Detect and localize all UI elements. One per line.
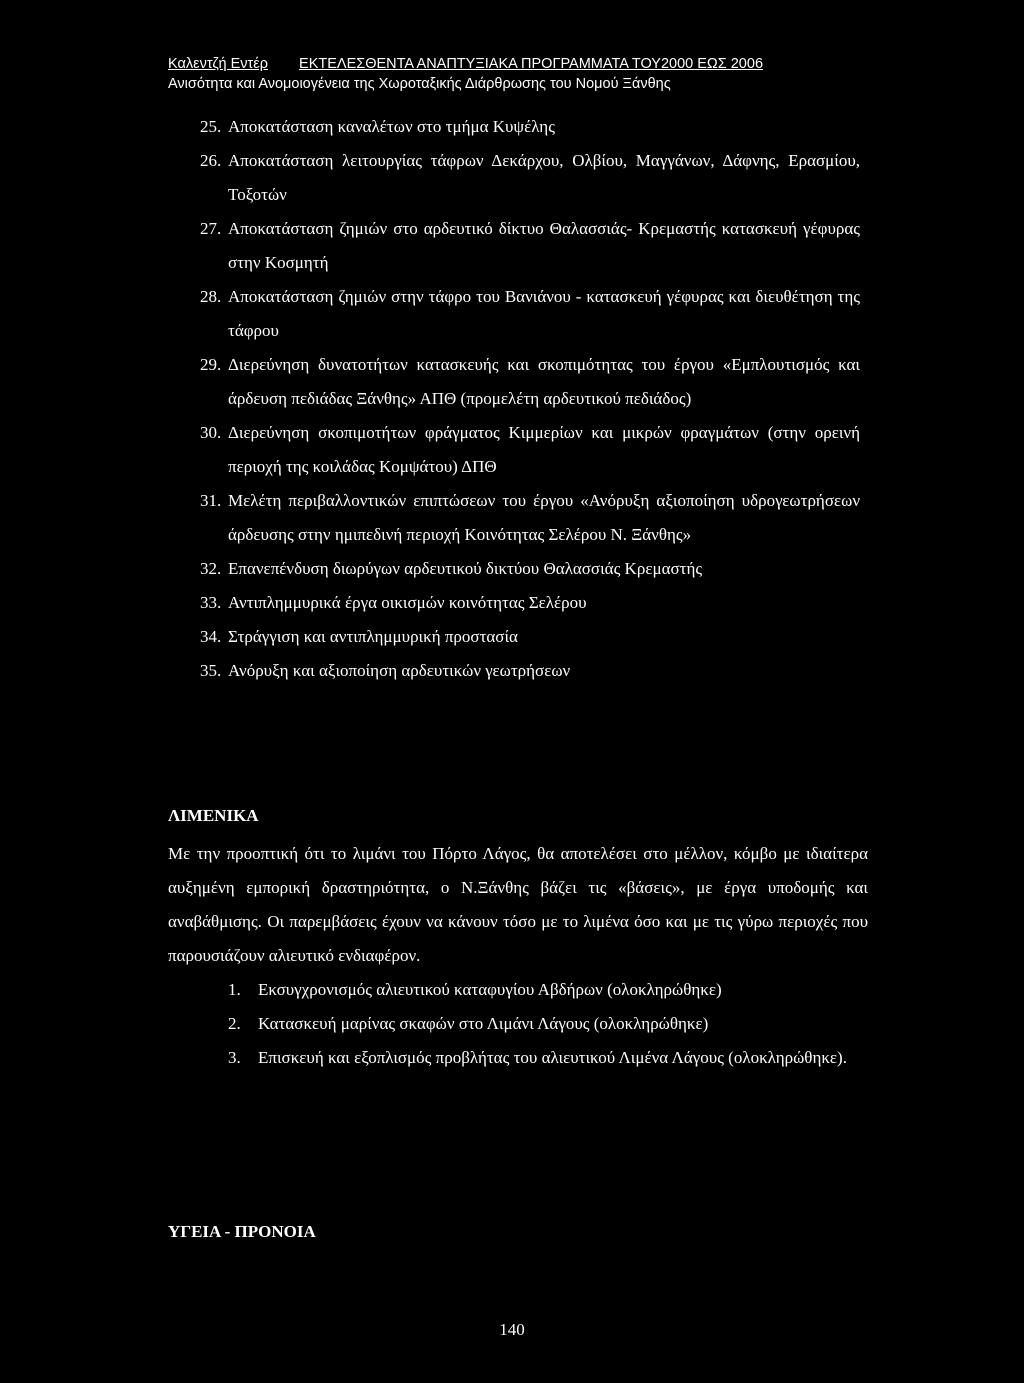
limenika-list — [228, 973, 868, 1075]
item-number: 35. — [200, 661, 222, 680]
list-item — [200, 620, 860, 654]
header-title: ΕΚΤΕΛΕΣΘΕΝΤΑ ΑΝΑΠΤΥΞΙΑΚΑ ΠΡΟΓΡΑΜΜΑΤΑ ΤΟΥ2000 ΕΩΣ 2006 — [299, 56, 764, 72]
item-text: Ανόρυξη και αξιοποίηση αρδευτικών γεωτρήσεων — [228, 661, 571, 680]
item-number: 31. — [200, 491, 222, 510]
header-row — [168, 54, 858, 74]
page-number: 140 — [499, 1320, 525, 1339]
list-item — [200, 586, 860, 620]
item-text: Διερεύνηση σκοπιμοτήτων φράγματος Κιμμερίων και μικρών φραγμάτων (στην ορεινή περιοχή της κοιλάδας Κομψάτου) ΔΠΘ — [228, 423, 860, 476]
item-number: 33. — [200, 593, 222, 612]
list-item — [228, 973, 868, 1007]
item-number: 1. — [228, 980, 241, 999]
list-item — [200, 280, 860, 348]
item-number: 27. — [200, 219, 222, 238]
item-text: Κατασκευή μαρίνας σκαφών στο Λιμάνι Λάγους (ολοκληρώθηκε) — [258, 1014, 709, 1033]
header-subtitle: Ανισότητα και Ανομοιογένεια της Χωροταξικής Διάρθρωσης του Νομού Ξάνθης — [168, 76, 671, 92]
item-number: 2. — [228, 1014, 241, 1033]
item-text: Αποκατάσταση ζημιών στο αρδευτικό δίκτυο Θαλασσιάς- Κρεμαστής κατασκευή γέφυρας στην Κοσμητή — [228, 219, 860, 272]
item-number: 28. — [200, 287, 222, 306]
list-item — [200, 552, 860, 586]
list-item — [200, 144, 860, 212]
header-author: Καλεντζή Εντέρ — [168, 56, 268, 72]
list-item — [200, 416, 860, 484]
item-text: Στράγγιση και αντιπλημμυρική προστασία — [228, 627, 518, 646]
item-text: Διερεύνηση δυνατοτήτων κατασκευής και σκοπιμότητας του έργου «Εμπλουτισμός και άρδευση πεδιάδας Ξάνθης» ΑΠΘ (προμελέτη αρδευτικού πεδιάδος) — [228, 355, 860, 408]
page-header — [168, 54, 858, 94]
list-item — [228, 1007, 868, 1041]
item-number: 34. — [200, 627, 222, 646]
item-text: Αποκατάσταση λειτουργίας τάφρων Δεκάρχου, Ολβίου, Μαγγάνων, Δάφνης, Ερασμίου, Τοξοτών — [228, 151, 860, 204]
item-number: 26. — [200, 151, 222, 170]
limenika-paragraph: Με την προοπτική ότι το λιμάνι του Πόρτο Λάγος, θα αποτελέσει στο μέλλον, κόμβο με ιδιαίτερα αυξημένη εμπορική δραστηριότητα, ο Ν.Ξάνθης βάζει τις «βάσεις», με έργα υποδομής και αναβάθμισης. Οι παρεμβάσεις έχουν να κάνουν τόσο με το λιμένα όσο και με τις γύρω περιοχές που παρουσιάζουν αλιευτικό ενδιαφέρον. — [168, 844, 868, 965]
item-number: 32. — [200, 559, 222, 578]
item-text: Εκσυγχρονισμός αλιευτικού καταφυγίου Αβδήρων (ολοκληρώθηκε) — [258, 980, 722, 999]
list-item — [200, 348, 860, 416]
section-title-limenika: ΛΙΜΕΝΙΚΑ — [168, 806, 259, 825]
list-item — [200, 110, 860, 144]
item-text: Αποκατάσταση ζημιών στην τάφρο του Βανιάνου - κατασκευή γέφυρας και διευθέτηση της τάφρου — [228, 287, 860, 340]
projects-list — [200, 110, 860, 688]
item-text: Μελέτη περιβαλλοντικών επιπτώσεων του έργου «Ανόρυξη αξιοποίηση υδρογεωτρήσεων άρδευσης στην ημιπεδινή περιοχή Κοινότητας Σελέρου Ν. Ξάνθης» — [228, 491, 860, 544]
list-item — [228, 1041, 868, 1075]
item-number: 29. — [200, 355, 222, 374]
item-number: 25. — [200, 117, 222, 136]
list-item — [200, 212, 860, 280]
list-item — [200, 484, 860, 552]
list-item — [200, 654, 860, 688]
item-number: 3. — [228, 1048, 241, 1067]
item-number: 30. — [200, 423, 222, 442]
item-text: Αποκατάσταση καναλέτων στο τμήμα Κυψέλης — [228, 117, 555, 136]
item-text: Επανεπένδυση διωρύγων αρδευτικού δικτύου Θαλασσιάς Κρεμαστής — [228, 559, 703, 578]
section-title-health: ΥΓΕΙΑ - ΠΡΟΝΟΙΑ — [168, 1222, 316, 1241]
item-text: Επισκευή και εξοπλισμός προβλήτας του αλιευτικού Λιμένα Λάγους (ολοκληρώθηκε). — [258, 1048, 847, 1067]
item-text: Αντιπλημμυρικά έργα οικισμών κοινότητας Σελέρου — [228, 593, 587, 612]
